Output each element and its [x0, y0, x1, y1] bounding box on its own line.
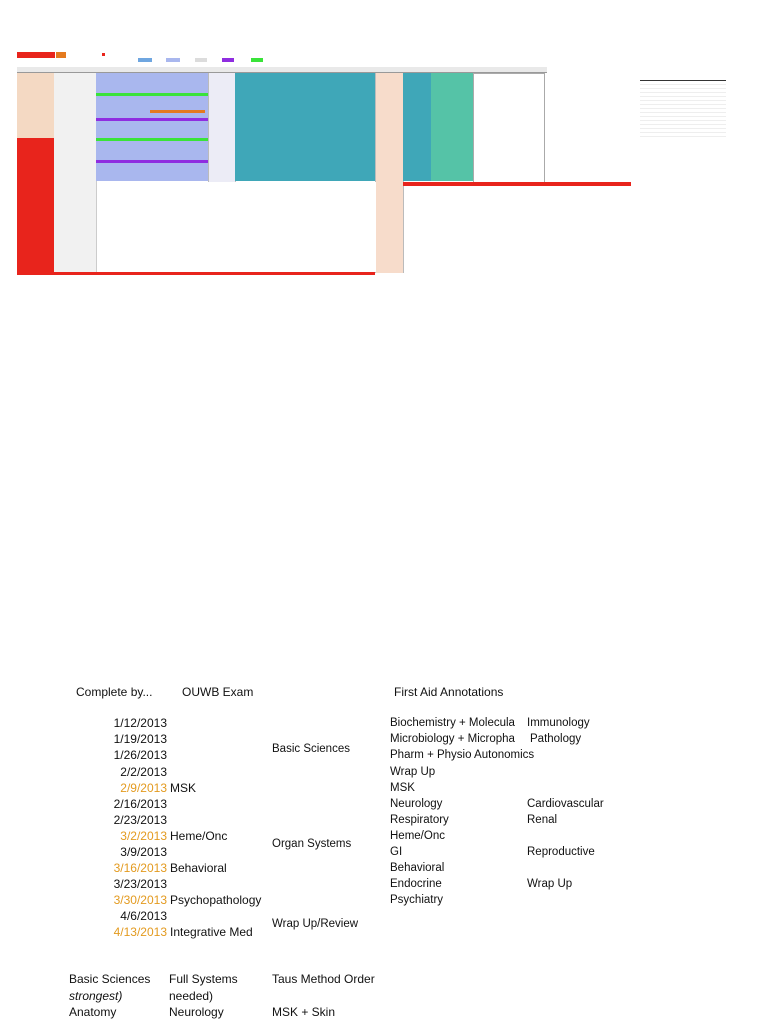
bottom-row1-col1: Anatomy — [69, 1005, 117, 1019]
grid-area — [54, 73, 97, 273]
first-aid-header: First Aid Annotations — [394, 685, 504, 699]
summary-table — [640, 80, 726, 137]
grid-lower — [96, 182, 376, 272]
schedule-date: 3/16/2013 — [113, 861, 167, 875]
ouwb-exam-header: OUWB Exam — [182, 685, 254, 699]
legend-chip-orange — [56, 52, 66, 58]
bottom-row1-col2: Neurology — [169, 1005, 224, 1019]
first-aid-item: Cardiovascular — [527, 798, 604, 810]
schedule-date: 1/26/2013 — [113, 748, 167, 762]
legend-chip-red — [17, 52, 55, 58]
legend-chip-green — [251, 58, 263, 62]
first-aid-item: Renal — [527, 814, 558, 826]
first-aid-item: Respiratory — [390, 814, 449, 826]
exam-name: Integrative Med — [170, 925, 253, 939]
legend-chip-blue — [138, 58, 152, 62]
schedule-date: 3/9/2013 — [120, 845, 167, 859]
first-aid-item: Pharm + Physio Autonomics — [390, 749, 535, 761]
bottom-col1-header: Basic Sciences — [69, 972, 151, 986]
schedule-date: 2/9/2013 — [120, 781, 167, 795]
bar-red-right — [403, 182, 631, 186]
legend-chip-gray — [195, 58, 207, 62]
bar-red-bottom — [17, 272, 375, 275]
phase-wrap-up-review: Wrap Up/Review — [272, 918, 359, 930]
schedule-date: 4/6/2013 — [120, 909, 167, 923]
block-teal — [235, 73, 375, 181]
bar-orange-2 — [150, 110, 205, 113]
schedule-date: 2/2/2013 — [120, 765, 167, 779]
complete-by-header: Complete by... — [76, 685, 153, 699]
schedule-date: 1/19/2013 — [113, 732, 167, 746]
schedule-date: 3/30/2013 — [113, 893, 167, 907]
block-green-right — [431, 73, 473, 181]
bottom-row1-col3: MSK + Skin — [272, 1005, 336, 1019]
exam-name: Psychopathology — [170, 893, 262, 907]
exam-name: Behavioral — [170, 861, 227, 875]
first-aid-item: Pathology — [530, 733, 582, 745]
schedule-date: 2/23/2013 — [113, 813, 167, 827]
date-column-red — [17, 138, 54, 273]
phase-basic-sciences: Basic Sciences — [272, 743, 350, 755]
bottom-col3-header: Taus Method Order — [272, 972, 375, 986]
first-aid-item: Wrap Up — [390, 766, 436, 778]
block-lavender — [96, 73, 208, 181]
first-aid-item: Neurology — [390, 798, 443, 810]
schedule-date: 2/16/2013 — [113, 797, 167, 811]
first-aid-item: Wrap Up — [527, 878, 573, 890]
legend-chip-purple — [222, 58, 234, 62]
right-table — [473, 73, 545, 183]
first-aid-item: Biochemistry + Molecula — [390, 717, 515, 729]
first-aid-item: MSK — [390, 782, 415, 794]
schedule-date: 3/23/2013 — [113, 877, 167, 891]
schedule-date: 4/13/2013 — [113, 925, 167, 939]
first-aid-item: Endocrine — [390, 878, 442, 890]
exam-name: Heme/Onc — [170, 829, 228, 843]
first-aid-item: Psychiatry — [390, 894, 444, 906]
legend-chip-lightblue — [166, 58, 180, 62]
legend-marker — [102, 53, 105, 56]
first-aid-item: Reproductive — [527, 846, 595, 858]
phase-organ-systems: Organ Systems — [272, 838, 352, 850]
first-aid-item: Microbiology + Micropha — [390, 733, 515, 745]
schedule-date: 1/12/2013 — [113, 716, 167, 730]
bottom-col2-header: Full Systems — [169, 972, 238, 986]
bottom-col2-sub: needed) — [169, 989, 214, 1003]
bottom-col1-sub: strongest) — [69, 989, 123, 1003]
first-aid-item: Immunology — [527, 717, 590, 729]
exam-name: MSK — [170, 781, 197, 795]
first-aid-item: Heme/Onc — [390, 830, 445, 842]
first-aid-item: Behavioral — [390, 862, 445, 874]
first-aid-item: GI — [390, 846, 403, 858]
spreadsheet-overview — [0, 0, 768, 280]
schedule-date: 3/2/2013 — [120, 829, 167, 843]
block-peach — [375, 73, 404, 273]
